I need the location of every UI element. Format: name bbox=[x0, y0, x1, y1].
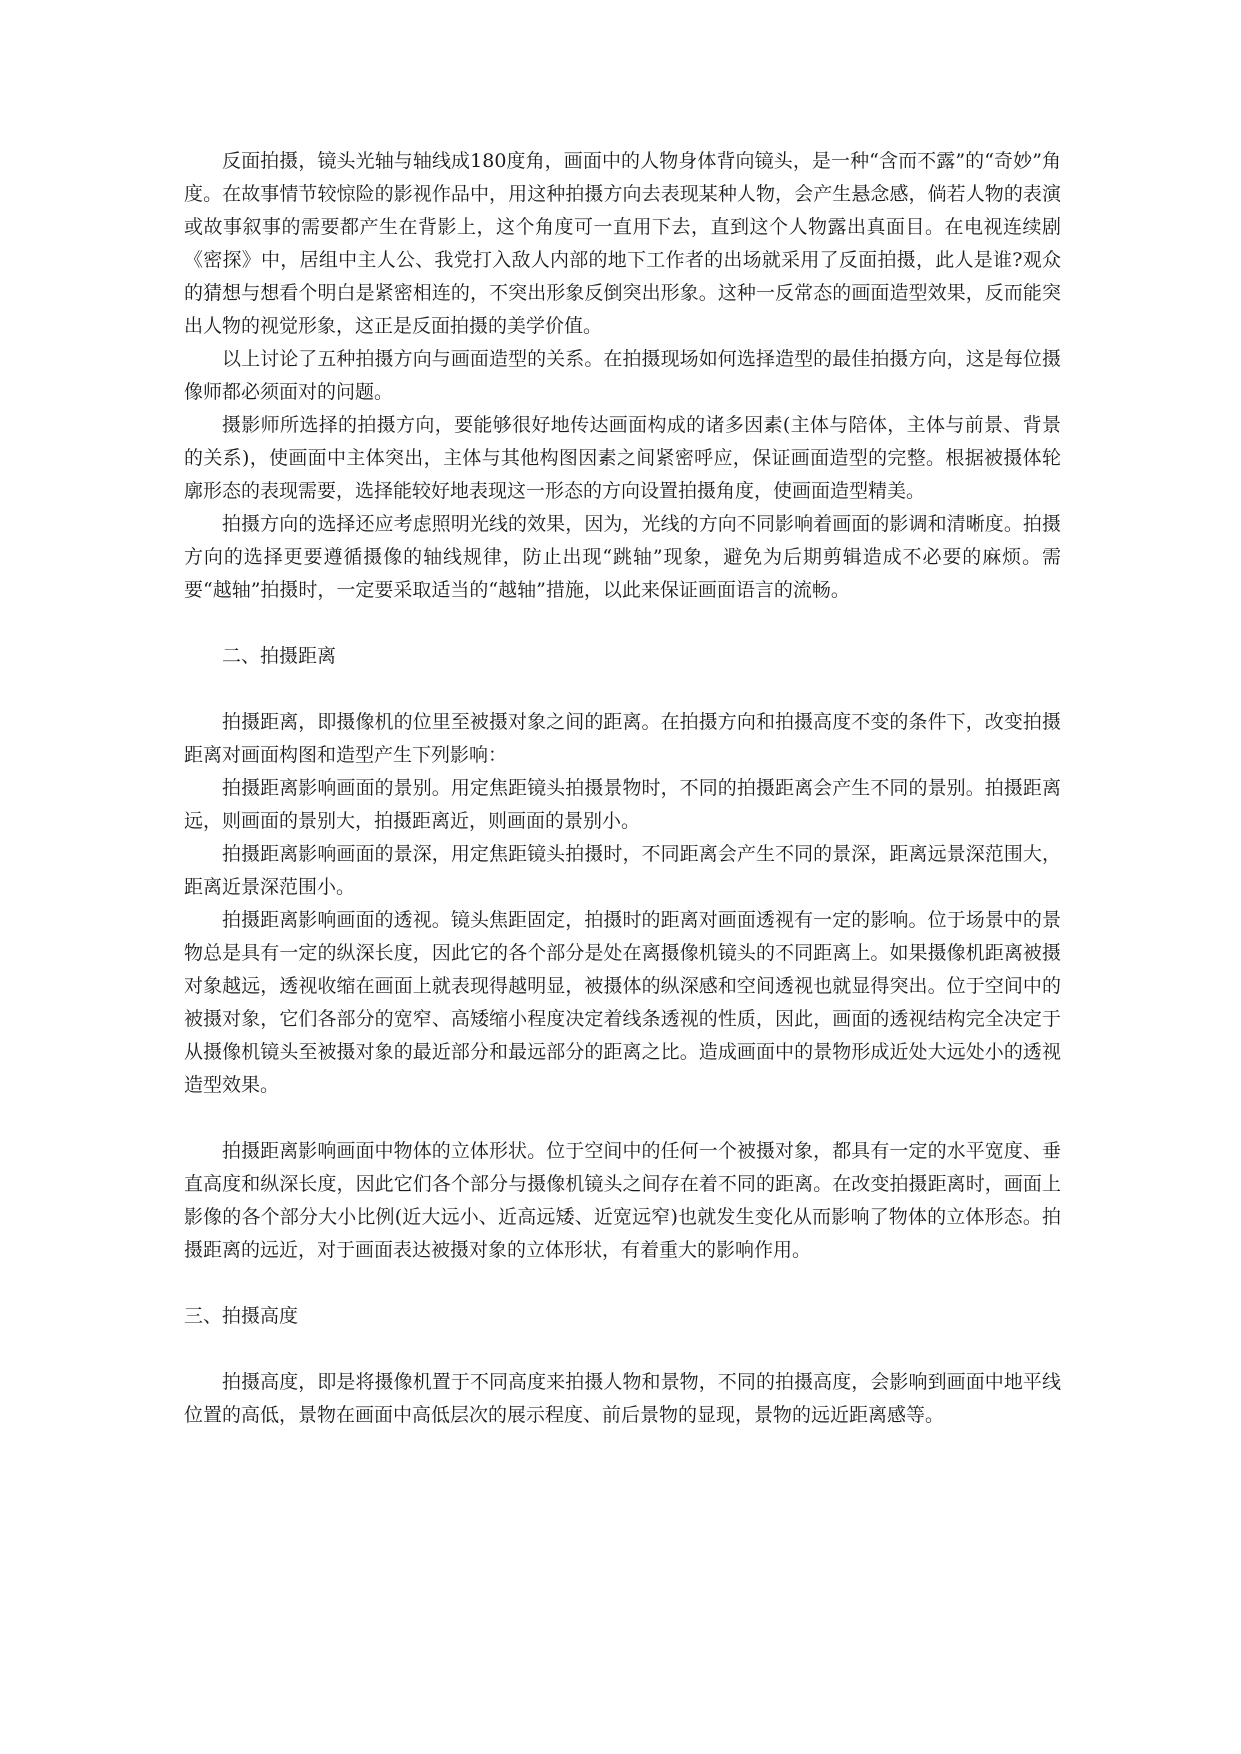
paragraph-five-directions: 以上讨论了五种拍摄方向与画面造型的关系。在拍摄现场如何选择造型的最佳拍摄方向，这是每位摄像师都必须面对的问题。 bbox=[184, 348, 1061, 403]
section-spacer bbox=[184, 607, 1061, 640]
paragraph-distance-perspective: 拍摄距离影响画面的透视。镜头焦距固定，拍摄时的距离对画面透视有一定的影响。位于场景中的景物总是具有一定的纵深长度，因此它的各个部分是处在离摄像机镜头的不同距离上。如果摄像机距离被摄对象越远，透视收缩在画面上就表现得越明显，被摄体的纵深感和空间透视也就显得突出。位于空间中的被摄对象，它们各部分的宽窄、高矮缩小程度决定着线条透视的性质，因此，画面的透视结构完全决定于从摄像机镜头至被摄对象的最近部分和最远部分的距离之比。造成画面中的景物形成近处大远处小的透视造型效果。 bbox=[184, 909, 1061, 1096]
paragraph-distance-definition: 拍摄距离，即摄像机的位里至被摄对象之间的距离。在拍摄方向和拍摄高度不变的条件下，改变拍摄距离对画面构图和造型产生下列影响： bbox=[184, 711, 1061, 766]
paragraph-reverse-shot: 反面拍摄，镜头光轴与轴线成180度角，画面中的人物身体背向镜头，是一种“含而不露”的“奇妙”角度。在故事情节较惊险的影视作品中，用这种拍摄方向去表现某种人物，会产生悬念感，倘若人物的表演或故事叙事的需要都产生在背影上，这个角度可一直用下去，直到这个人物露出真面目。在电视连续剧《密探》中，居组中主人公、我党打入敌人内部的地下工作者的出场就采用了反面拍摄，此人是谁?观众的猜想与想看个明白是紧密相连的，不突出形象反倒突出形象。这种一反常态的画面造型效果，反而能突出人物的视觉形象，这正是反面拍摄的美学价值。 bbox=[184, 150, 1061, 337]
document-body bbox=[184, 145, 1061, 1432]
paragraph-direction-choice: 摄影师所选择的拍摄方向，要能够很好地传达画面构成的诸多因素(主体与陪体，主体与前景、背景的关系)，使画面中主体突出，主体与其他构图因素之间紧密呼应，保证画面造型的完整。根据被摄体轮廓形态的表现需要，选择能较好地表现这一形态的方向设置拍摄角度，使画面造型精美。 bbox=[184, 414, 1061, 502]
section-heading-distance: 二、拍摄距离 bbox=[222, 645, 337, 667]
paragraph-lighting-axis: 拍摄方向的选择还应考虑照明光线的效果，因为，光线的方向不同影响着画面的影调和清晰度。拍摄方向的选择更要遵循摄像的轴线规律，防止出现“跳轴”现象，避免为后期剪辑造成不必要的麻烦。需要“越轴”拍摄时，一定要采取适当的“越轴”措施，以此来保证画面语言的流畅。 bbox=[184, 513, 1061, 601]
section-spacer bbox=[184, 1102, 1061, 1135]
paragraph-distance-depth: 拍摄距离影响画面的景深，用定焦距镜头拍摄时，不同距离会产生不同的景深，距离远景深范围大，距离近景深范围小。 bbox=[184, 843, 1061, 898]
paragraph-height-definition: 拍摄高度，即是将摄像机置于不同高度来拍摄人物和景物，不同的拍摄高度，会影响到画面中地平线位置的高低，景物在画面中高低层次的展示程度、前后景物的显现，景物的远近距离感等。 bbox=[184, 1371, 1061, 1426]
section-heading-height: 三、拍摄高度 bbox=[184, 1305, 299, 1327]
paragraph-distance-scene: 拍摄距离影响画面的景别。用定焦距镜头拍摄景物时，不同的拍摄距离会产生不同的景别。拍摄距离远，则画面的景别大，拍摄距离近，则画面的景别小。 bbox=[184, 777, 1061, 832]
paragraph-distance-solid-shape: 拍摄距离影响画面中物体的立体形状。位于空间中的任何一个被摄对象，都具有一定的水平宽度、垂直高度和纵深长度，因此它们各个部分与摄像机镜头之间存在着不同的距离。在改变拍摄距离时，画面上影像的各个部分大小比例(近大远小、近高远矮、近宽远窄)也就发生变化从而影响了物体的立体形态。拍摄距离的远近，对于画面表达被摄对象的立体形状，有着重大的影响作用。 bbox=[184, 1140, 1061, 1261]
section-spacer bbox=[184, 1333, 1061, 1366]
section-spacer bbox=[184, 1267, 1061, 1300]
section-spacer bbox=[184, 673, 1061, 706]
